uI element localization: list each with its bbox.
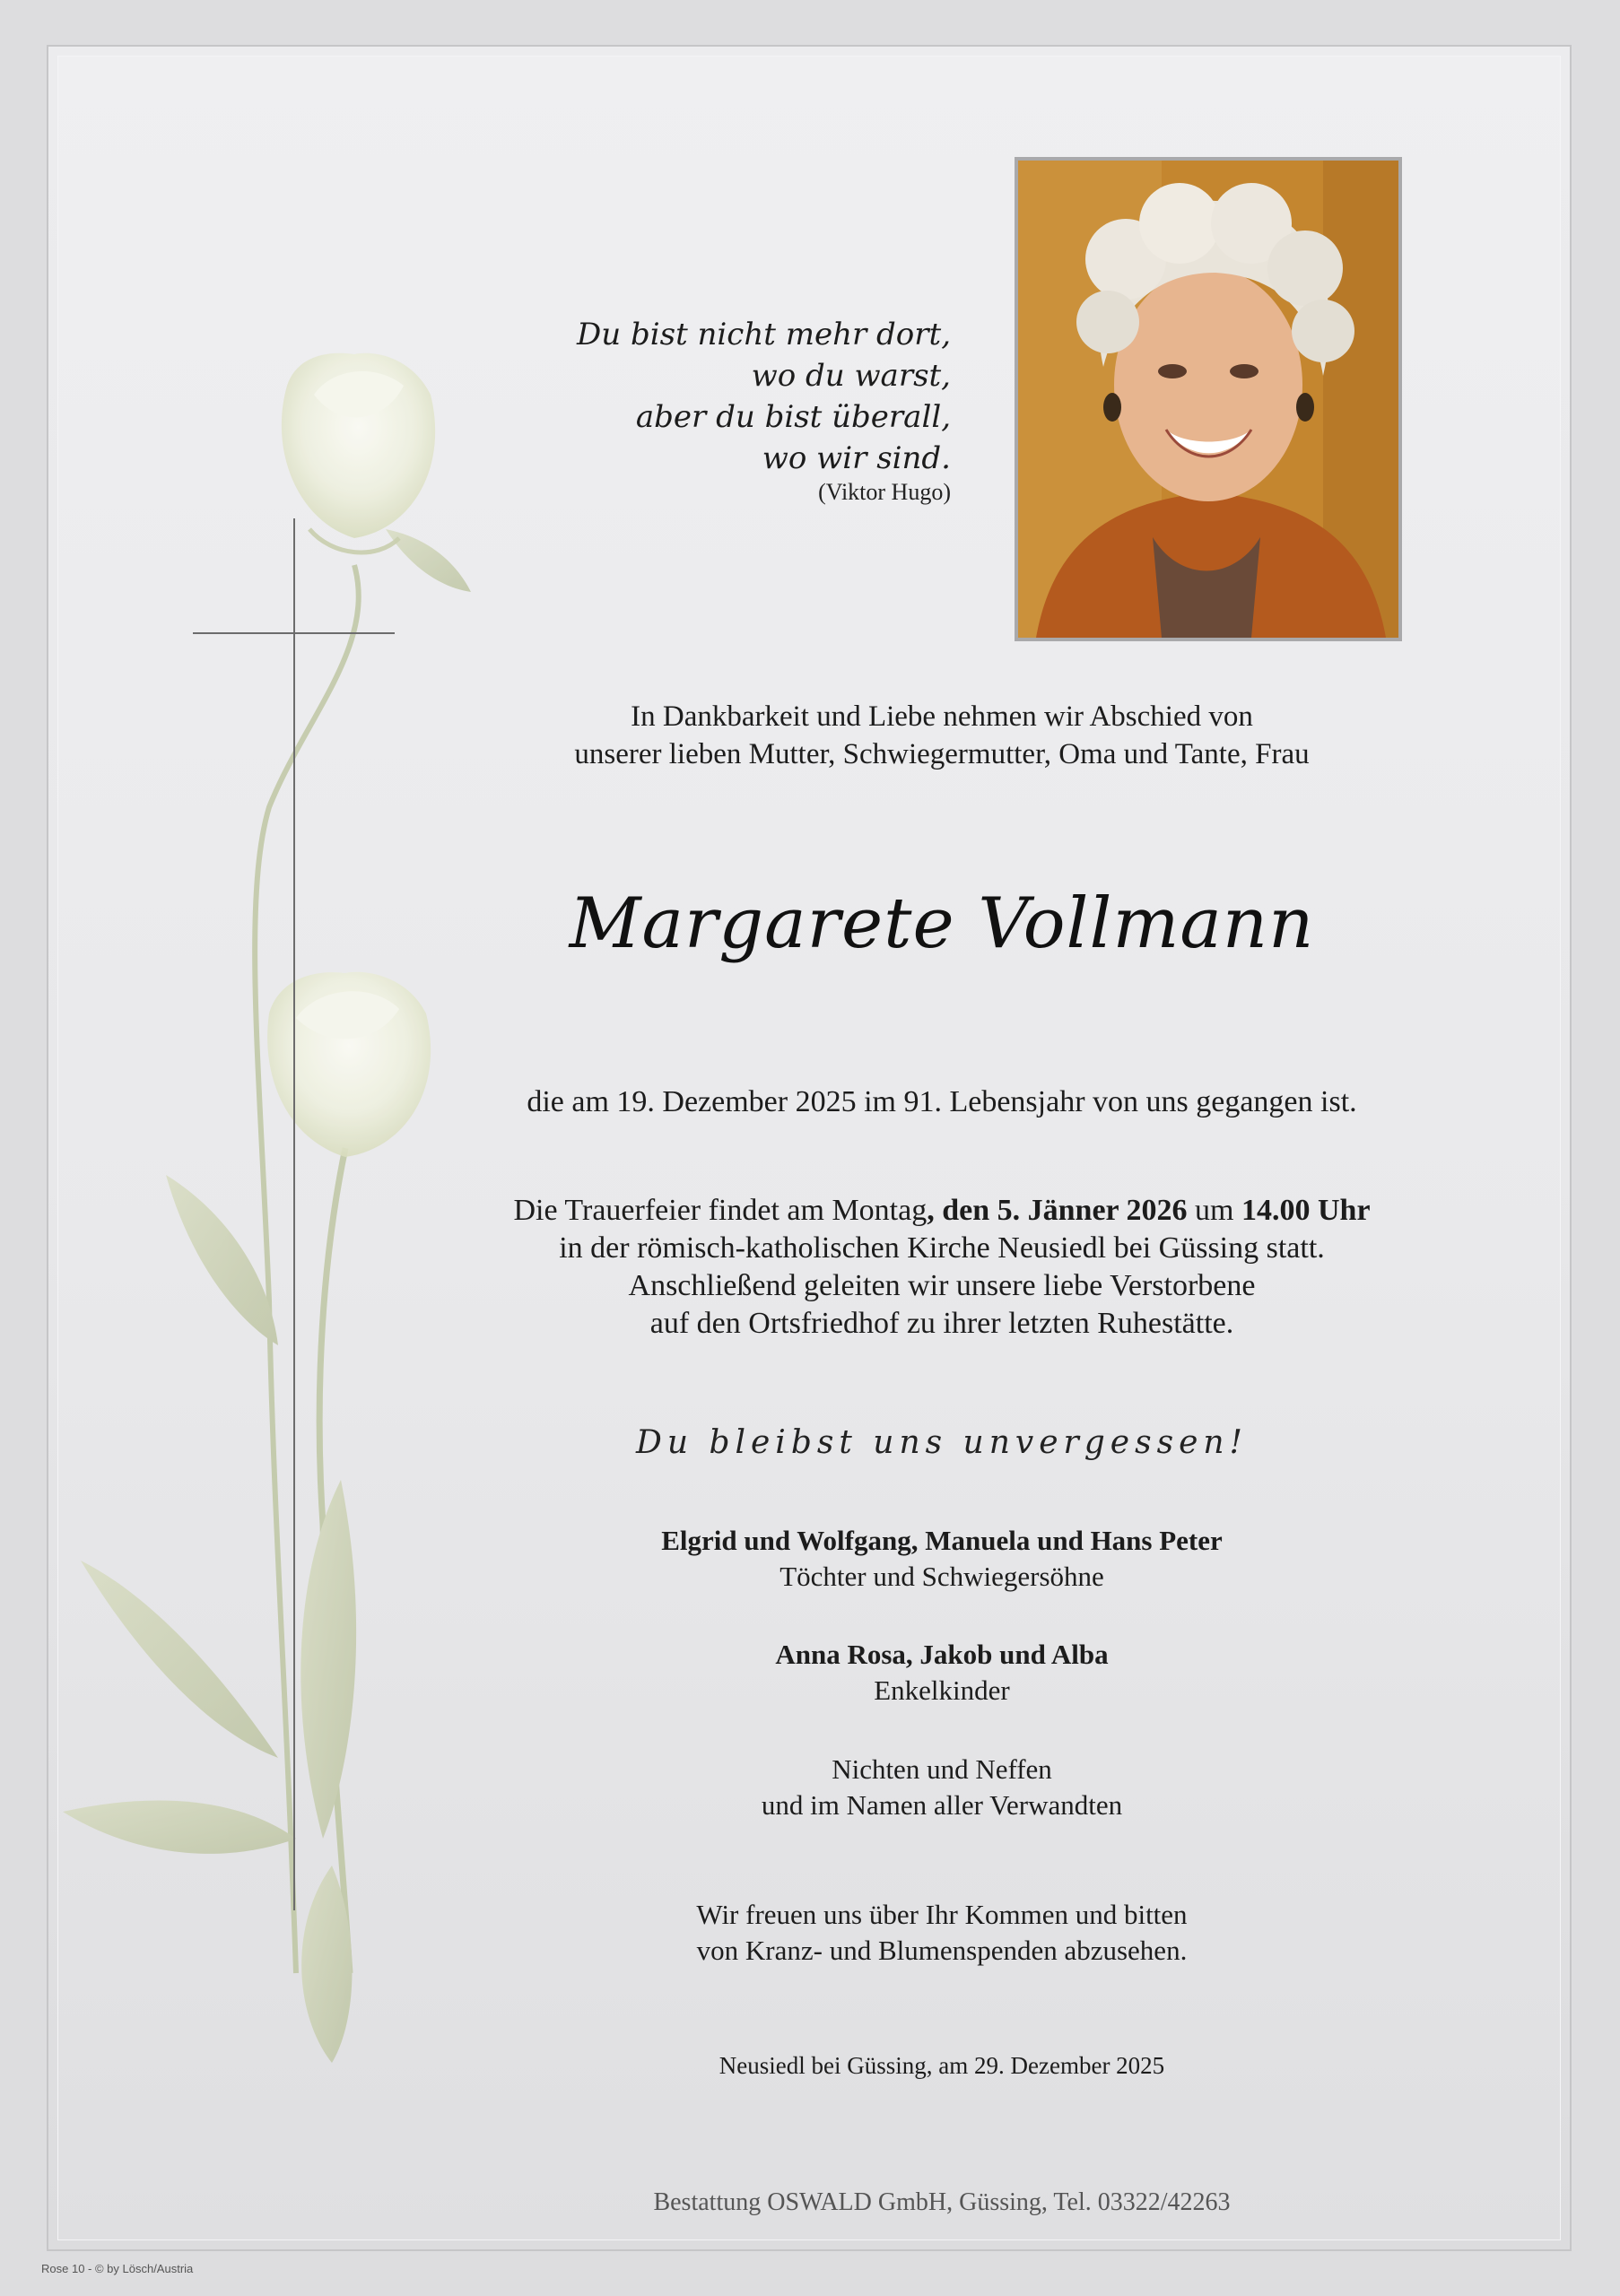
rose-stems bbox=[63, 529, 471, 2063]
ceremony-details bbox=[422, 1192, 1462, 1343]
mourner-relation: Töchter und Schwiegersöhne bbox=[780, 1561, 1104, 1592]
quote-author: (Viktor Hugo) bbox=[818, 479, 951, 505]
ceremony-line: auf den Ortsfriedhof zu ihrer letzten Ruhestätte. bbox=[649, 1307, 1234, 1340]
mourner-group bbox=[422, 1637, 1462, 1709]
relatives-note bbox=[422, 1752, 1462, 1823]
relatives-line: Nichten und Neffen bbox=[832, 1753, 1052, 1785]
quote-line: wo wir sind. bbox=[762, 440, 951, 476]
memorial-quote bbox=[431, 314, 951, 479]
ceremony-line: in der römisch-katholischen Kirche Neusiedl bei Güssing statt. bbox=[559, 1231, 1325, 1265]
mourner-names: Anna Rosa, Jakob und Alba bbox=[775, 1639, 1109, 1670]
mourner-names: Elgrid und Wolfgang, Manuela und Hans Peter bbox=[661, 1525, 1223, 1556]
farewell-intro bbox=[422, 698, 1462, 773]
intro-line: In Dankbarkeit und Liebe nehmen wir Abschied von bbox=[631, 700, 1253, 733]
deceased-name: Margarete Vollmann bbox=[569, 883, 1315, 964]
intro-line: unserer lieben Mutter, Schwiegermutter, Oma und Tante, Frau bbox=[574, 738, 1310, 770]
rose-bud-lower bbox=[267, 972, 431, 1157]
death-notice: die am 19. Dezember 2025 im 91. Lebensjahr von uns gegangen ist. bbox=[527, 1085, 1357, 1118]
mourner-relation: Enkelkinder bbox=[874, 1674, 1010, 1706]
donation-request bbox=[422, 1897, 1462, 1969]
portrait-illustration bbox=[1018, 161, 1398, 638]
ceremony-line bbox=[422, 1192, 1462, 1230]
quote-line: wo du warst, bbox=[751, 358, 951, 394]
place-date: Neusiedl bei Güssing, am 29. Dezember 2025 bbox=[719, 2052, 1165, 2079]
ceremony-text: Die Trauerfeier findet am Montag bbox=[513, 1194, 928, 1227]
quote-line: aber du bist überall, bbox=[635, 399, 951, 435]
ceremony-text: um bbox=[1187, 1194, 1241, 1227]
ceremony-line: Anschließend geleiten wir unsere liebe Verstorbene bbox=[628, 1269, 1256, 1302]
ceremony-date: 5. Jänner 2026 bbox=[997, 1194, 1188, 1227]
memorial-motto: Du bleibst uns unvergessen! bbox=[635, 1424, 1249, 1461]
ceremony-time: 14.00 Uhr bbox=[1241, 1194, 1371, 1227]
mourner-group bbox=[422, 1523, 1462, 1595]
request-line: Wir freuen uns über Ihr Kommen und bitten bbox=[696, 1899, 1188, 1930]
quote-line: Du bist nicht mehr dort, bbox=[577, 317, 951, 352]
portrait-photo bbox=[1015, 157, 1402, 641]
ceremony-text: , den bbox=[927, 1194, 997, 1227]
undertaker-info: Bestattung OSWALD GmbH, Güssing, Tel. 03322/42263 bbox=[653, 2188, 1231, 2216]
request-line: von Kranz- und Blumenspenden abzusehen. bbox=[696, 1935, 1188, 1966]
template-credit: Rose 10 - © by Lösch/Austria bbox=[41, 2262, 194, 2275]
rose-bud-upper bbox=[282, 353, 435, 552]
relatives-line: und im Namen aller Verwandten bbox=[761, 1789, 1123, 1821]
